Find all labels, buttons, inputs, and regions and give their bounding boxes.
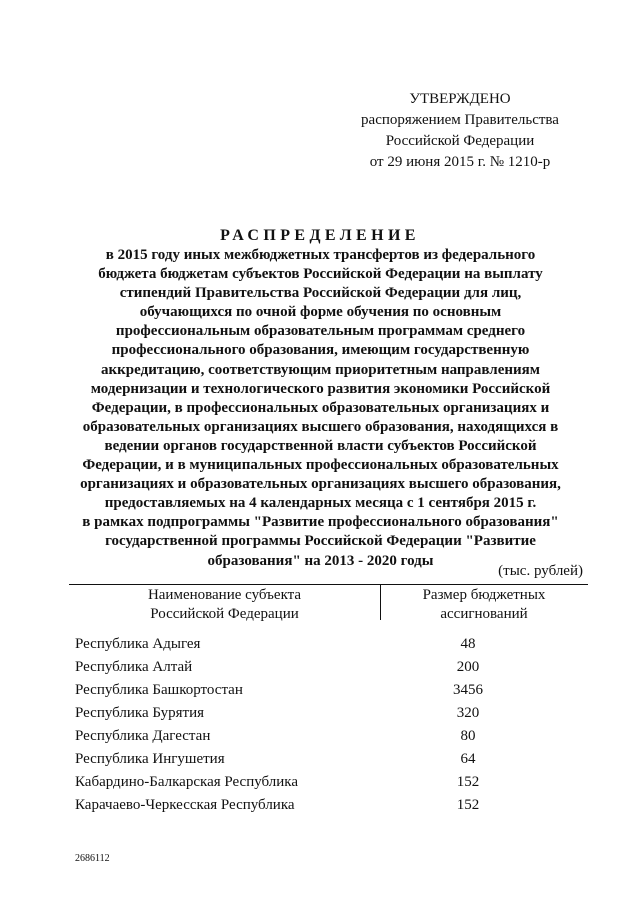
approval-line: Российской Федерации (385, 133, 535, 149)
approval-heading: УТВЕРЖДЕНО (409, 91, 511, 107)
table-row (75, 794, 588, 817)
document-title: РАСПРЕДЕЛЕНИЕ (220, 227, 420, 244)
approval-date-number: от 29 июня 2015 г. № 1210-р (369, 154, 551, 170)
subtitle-line: аккредитацию, соответствующим приоритетным направлениям (101, 361, 540, 378)
column-header-region: Наименование субъекта Российской Федерации (147, 587, 302, 622)
subtitle-line: в 2015 году иных межбюджетных трансфертов из федерального (105, 247, 536, 263)
subtitle-line: предоставляемых на 4 календарных месяца с 1 сентября 2015 г. (104, 495, 537, 512)
allocation-amount: 64 (460, 751, 476, 767)
subtitle-line: бюджета бюджетам субъектов Российской Федерации на выплату (98, 266, 543, 283)
table-row (75, 633, 588, 656)
region-name: Кабардино-Балкарская Республика (75, 774, 299, 790)
subtitle-line: профессиональным образовательным программам среднего (115, 323, 526, 340)
subtitle-line: обучающихся по очной форме обучения по основным (139, 304, 502, 321)
allocation-amount: 200 (456, 659, 480, 675)
allocation-amount: 152 (456, 797, 480, 813)
allocation-amount: 3456 (453, 682, 483, 698)
subtitle-line: Федерации, и в муниципальных профессиональных образовательных (82, 457, 559, 474)
subtitle-line: Федерации, в профессиональных образовательных организациях и (91, 399, 550, 416)
subtitle-line: организациях и образовательных организациях высшего образования, (80, 476, 561, 493)
column-header-amount: Размер бюджетных ассигнований (422, 587, 546, 622)
approval-line: распоряжением Правительства (361, 112, 559, 128)
approval-stamp (332, 89, 588, 173)
region-name: Республика Адыгея (75, 636, 201, 652)
subtitle-line: в рамках подпрограммы "Развитие профессионального образования" (82, 514, 559, 531)
subtitle-line: модернизации и технологического развития экономики Российской (90, 380, 551, 397)
allocation-amount: 152 (456, 774, 480, 790)
region-name: Республика Алтай (75, 659, 193, 675)
region-name: Карачаево-Черкесская Республика (75, 797, 295, 813)
table-row (75, 725, 588, 748)
document-code: 2686112 (75, 853, 110, 864)
region-name: Республика Башкортостан (75, 682, 243, 698)
table-top-rule (69, 584, 588, 585)
subtitle-line: стипендий Правительства Российской Федерации для лиц, (119, 285, 522, 302)
subtitle-line: образовательных организациях высшего образования, находящихся в (82, 418, 559, 435)
table-row (75, 748, 588, 771)
region-name: Республика Дагестан (75, 728, 211, 744)
table-row (75, 702, 588, 725)
allocation-table-body (75, 633, 588, 817)
allocation-amount: 80 (460, 728, 476, 744)
region-name: Республика Ингушетия (75, 751, 225, 767)
subtitle-line: профессионального образования, имеющим государственную (111, 342, 530, 359)
region-name: Республика Бурятия (75, 705, 205, 721)
units-label: (тыс. рублей) (498, 563, 583, 579)
allocation-amount: 48 (460, 636, 476, 652)
subtitle-line: государственной программы Российской Федерации "Развитие (105, 533, 536, 550)
table-row (75, 656, 588, 679)
subtitle-line: ведении органов государственной власти субъектов Российской (104, 437, 537, 454)
document-subtitle (64, 246, 577, 571)
table-row (75, 771, 588, 794)
table-row (75, 679, 588, 702)
allocation-amount: 320 (456, 705, 480, 721)
subtitle-line: образования" на 2013 - 2020 годы (207, 552, 434, 569)
